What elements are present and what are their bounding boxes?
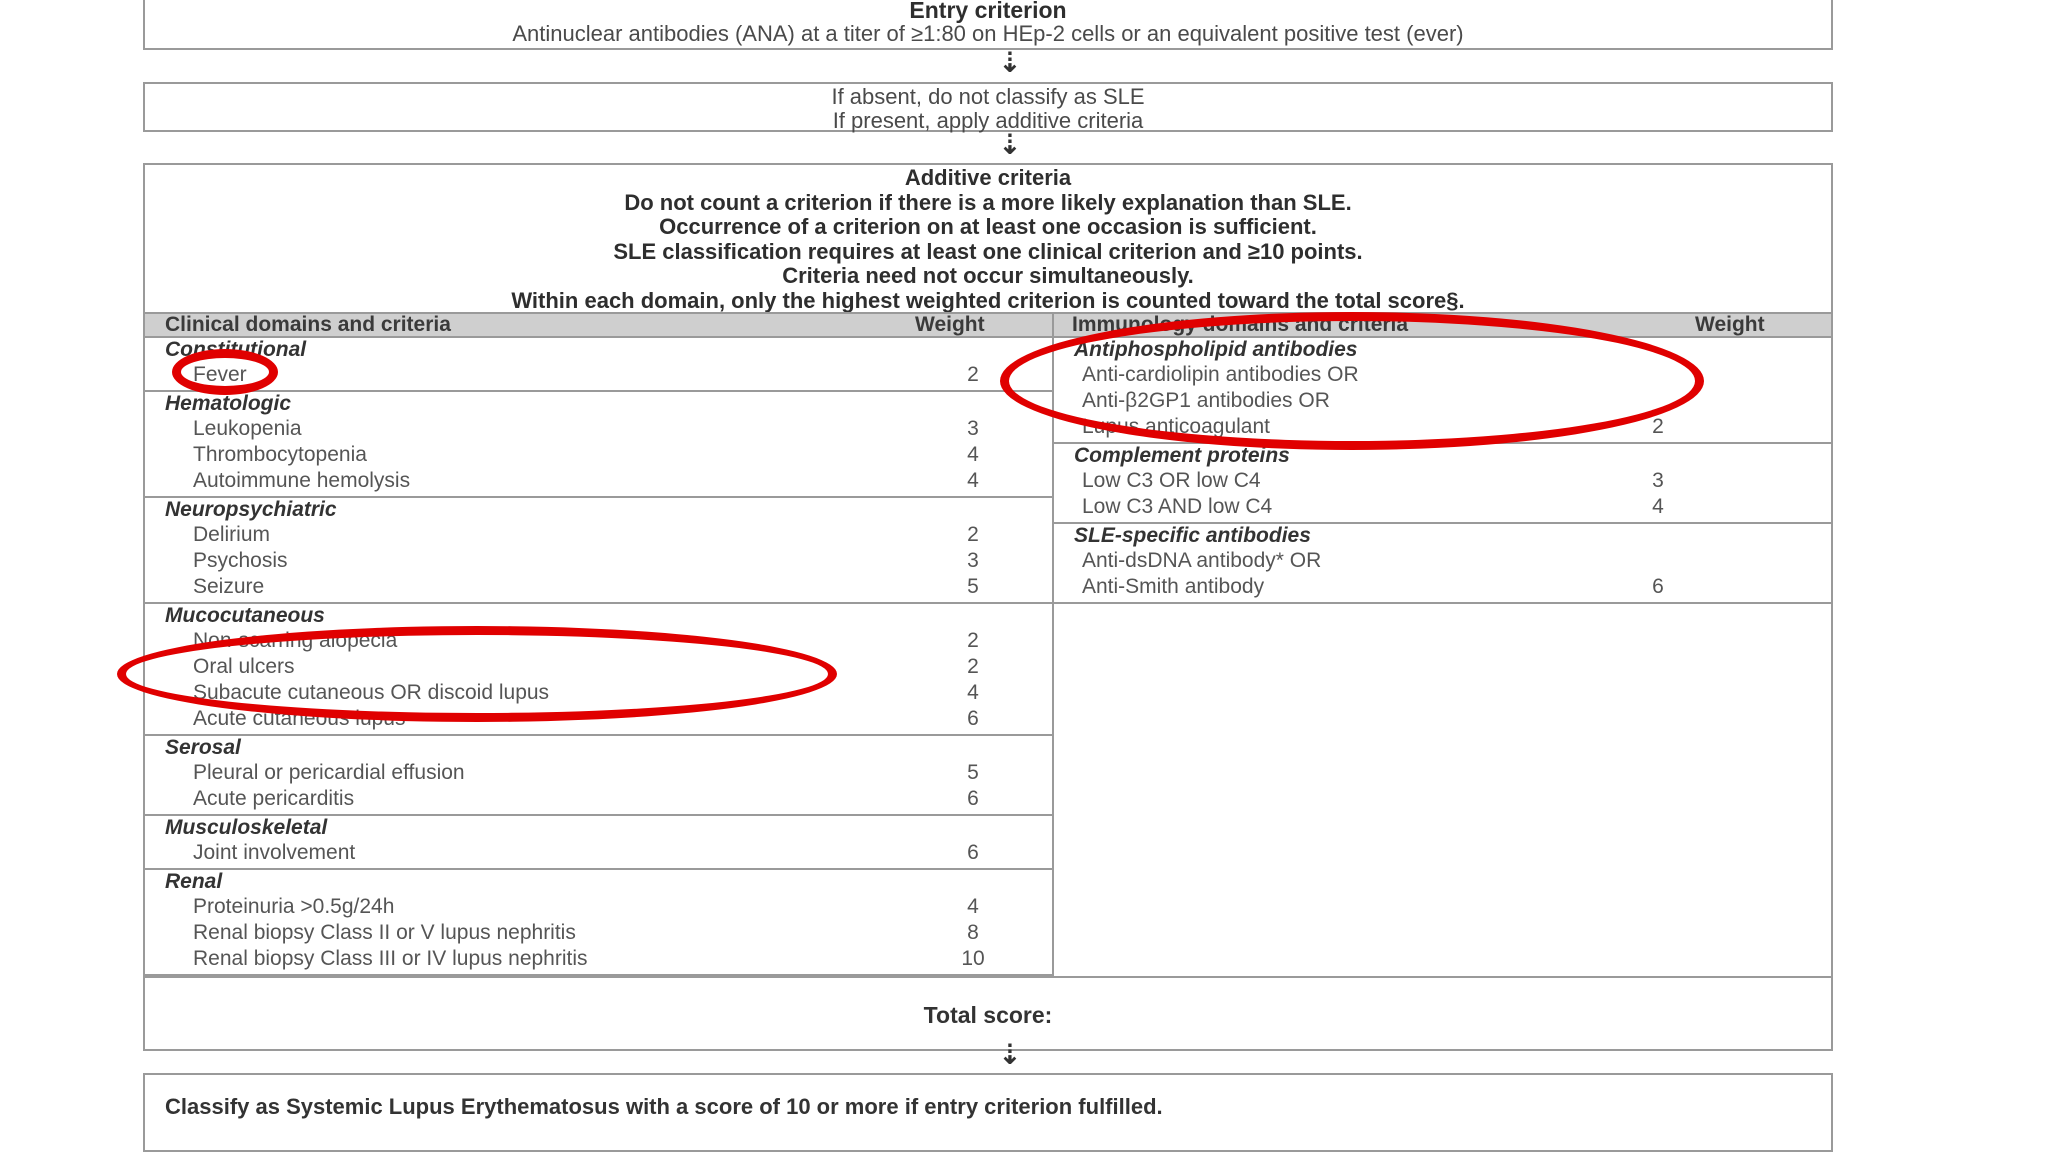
criterion-row (145, 628, 1052, 654)
classification-text: Classify as Systemic Lupus Erythematosus with a score of 10 or more if entry criterion fulfilled. (165, 1094, 1163, 1119)
domain-group (1054, 338, 1831, 444)
criterion-name: Non-scarring alopecia (193, 629, 398, 652)
domain-name: Antiphospholipid antibodies (1074, 338, 1358, 361)
down-arrow-icon: ⇣ (998, 129, 1022, 160)
domain-name: SLE-specific antibodies (1074, 524, 1311, 547)
immunology-header: Immunology domains and criteria (1072, 313, 1409, 336)
entry-criterion-title: Entry criterion (909, 0, 1067, 23)
criterion-row (145, 362, 1052, 388)
criterion-row (145, 706, 1052, 732)
criterion-row (145, 946, 1052, 972)
criterion-weight: 3 (1652, 469, 1664, 492)
criterion-name: Anti-cardiolipin antibodies OR (1082, 363, 1359, 386)
criterion-name: Autoimmune hemolysis (193, 469, 411, 492)
criterion-weight: 3 (967, 549, 979, 572)
criterion-name: Psychosis (193, 549, 288, 572)
criterion-name: Acute cutaneous lupus (193, 707, 406, 730)
criterion-weight: 2 (1652, 415, 1664, 438)
criterion-weight: 4 (967, 443, 979, 466)
additive-rule: Within each domain, only the highest weighted criterion is counted toward the total score§. (511, 287, 1465, 313)
criterion-name: Anti-dsDNA antibody* OR (1082, 549, 1322, 572)
domain-name: Musculoskeletal (165, 816, 328, 839)
criterion-name: Fever (193, 363, 247, 386)
criterion-weight: 6 (967, 787, 979, 810)
criterion-name: Lupus anticoagulant (1082, 415, 1270, 438)
additive-criteria-box (143, 163, 1833, 1051)
entry-criterion-text: Antinuclear antibodies (ANA) at a titer of ≥1:80 on HEp-2 cells or an equivalent positive test (ever) (512, 21, 1464, 46)
criterion-weight: 2 (967, 655, 979, 678)
table-header-row (145, 312, 1831, 338)
criterion-row (145, 468, 1052, 494)
criterion-name: Oral ulcers (193, 655, 295, 678)
criterion-name: Pleural or pericardial effusion (193, 761, 465, 784)
criterion-name: Low C3 OR low C4 (1082, 469, 1261, 492)
criterion-weight: 4 (967, 469, 979, 492)
classification-box (143, 1073, 1833, 1152)
domain-group (145, 392, 1052, 498)
domain-group (145, 870, 1052, 976)
criterion-name: Thrombocytopenia (193, 443, 367, 466)
domain-name: Hematologic (165, 392, 292, 415)
domain-group (145, 498, 1052, 604)
criterion-name: Seizure (193, 575, 265, 598)
criterion-weight: 6 (1652, 575, 1664, 598)
criterion-row (145, 920, 1052, 946)
criterion-row (145, 522, 1052, 548)
criterion-weight: 6 (967, 707, 979, 730)
additive-rule: Do not count a criterion if there is a more likely explanation than SLE. (624, 189, 1352, 215)
present-instruction: If present, apply additive criteria (832, 108, 1144, 133)
additive-criteria-header (145, 165, 1831, 313)
clinical-header: Clinical domains and criteria (165, 313, 451, 336)
criterion-weight: 10 (961, 947, 985, 970)
additive-rule: Criteria need not occur simultaneously. (782, 263, 1194, 288)
domain-name: Serosal (165, 736, 241, 759)
criterion-row (145, 416, 1052, 442)
criterion-weight: 2 (967, 629, 979, 652)
domain-group (1054, 444, 1831, 524)
criterion-name: Delirium (193, 523, 271, 546)
criterion-row (145, 574, 1052, 600)
criterion-row (145, 654, 1052, 680)
criterion-weight: 4 (967, 895, 979, 918)
additive-rule: Occurrence of a criterion on at least one occasion is sufficient. (659, 214, 1317, 239)
criterion-row (1054, 414, 1831, 440)
criterion-weight: 5 (967, 575, 979, 598)
down-arrow-icon: ⇣ (998, 1039, 1022, 1070)
immunology-weight-header: Weight (1695, 313, 1765, 336)
criterion-name: Anti-Smith antibody (1082, 575, 1265, 598)
clinical-weight-header: Weight (915, 313, 985, 336)
criterion-name: Acute pericarditis (193, 787, 355, 810)
domain-group (145, 736, 1052, 816)
criterion-weight: 8 (967, 921, 979, 944)
domain-name: Complement proteins (1074, 444, 1290, 467)
criterion-name: Anti-β2GP1 antibodies OR (1082, 389, 1330, 412)
criterion-weight: 4 (967, 681, 979, 704)
criterion-row (1054, 468, 1831, 494)
criterion-weight: 5 (967, 761, 979, 784)
domain-name: Renal (165, 870, 223, 893)
criterion-weight: 3 (967, 417, 979, 440)
criterion-name: Renal biopsy Class II or V lupus nephritis (193, 921, 576, 944)
entry-criterion-box (143, 0, 1833, 50)
criterion-name: Subacute cutaneous OR discoid lupus (193, 681, 550, 704)
domain-name: Mucocutaneous (165, 604, 325, 627)
criterion-row (145, 442, 1052, 468)
criterion-weight: 2 (967, 363, 979, 386)
additive-rule: SLE classification requires at least one clinical criterion and ≥10 points. (613, 238, 1363, 264)
domain-name: Neuropsychiatric (165, 498, 337, 521)
absent-instruction: If absent, do not classify as SLE (831, 84, 1145, 109)
criterion-name: Low C3 AND low C4 (1082, 495, 1273, 518)
criterion-row (145, 680, 1052, 706)
criterion-row (145, 760, 1052, 786)
criterion-weight: 6 (967, 841, 979, 864)
criterion-weight: 2 (967, 523, 979, 546)
domain-name: Constitutional (165, 338, 307, 361)
additive-criteria-title: Additive criteria (904, 165, 1072, 190)
criterion-row (145, 786, 1052, 812)
domain-group (1054, 524, 1831, 604)
criterion-name: Renal biopsy Class III or IV lupus nephritis (193, 947, 588, 970)
clinical-domains-column (145, 338, 1052, 976)
criterion-name: Leukopenia (193, 417, 302, 440)
total-score-row (145, 976, 1831, 1053)
criterion-row (145, 840, 1052, 866)
criterion-row (1054, 574, 1831, 600)
criterion-row (1054, 548, 1831, 574)
domain-group (145, 604, 1052, 736)
criterion-row (145, 894, 1052, 920)
down-arrow-icon: ⇣ (998, 47, 1022, 78)
criterion-row (1054, 494, 1831, 520)
criterion-name: Proteinuria >0.5g/24h (193, 895, 395, 918)
immunology-domains-column (1054, 338, 1831, 604)
total-score-label: Total score: (923, 1002, 1053, 1028)
criterion-row (1054, 362, 1831, 388)
criterion-row (145, 548, 1052, 574)
criterion-weight: 4 (1652, 495, 1664, 518)
criterion-row (1054, 388, 1831, 414)
domain-group (145, 338, 1052, 392)
apply-criteria-box (143, 82, 1833, 132)
criterion-name: Joint involvement (193, 841, 356, 864)
domain-group (145, 816, 1052, 870)
